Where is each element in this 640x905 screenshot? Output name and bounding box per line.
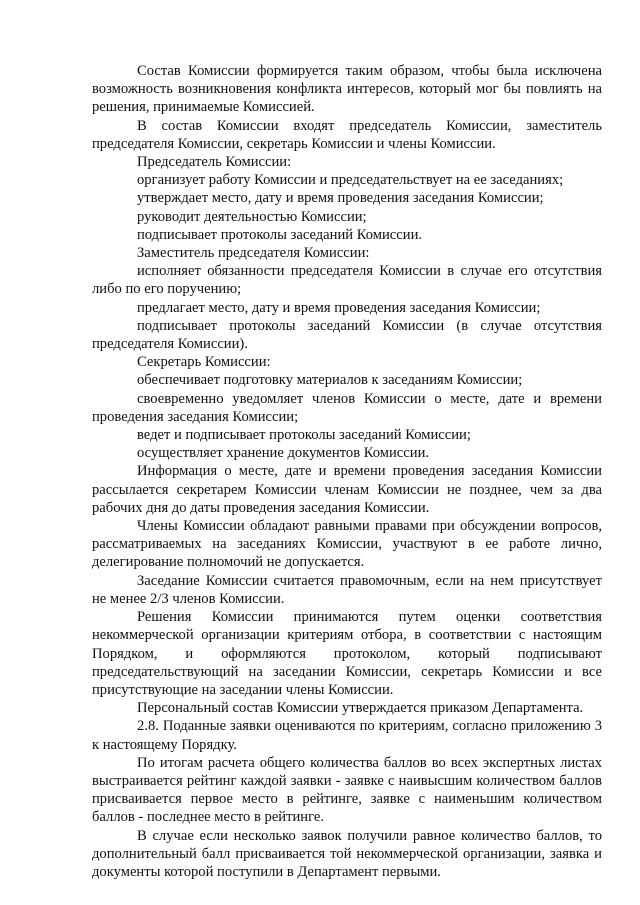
paragraph: организует работу Комиссии и председательствует на ее заседаниях; bbox=[137, 172, 564, 189]
paragraph: Решения Комиссии принимаются путем оценки соответствия некоммерческой организации критериям отбора, в соответствии с настоящим Порядком, и оформляются протоколом, который подписывают председательствующий на заседании Комиссии, секретарь Комиссии и все присутствующие на заседании члены Комиссии. bbox=[92, 609, 602, 698]
paragraph: предлагает место, дату и время проведения заседания Комиссии; bbox=[137, 299, 541, 316]
paragraph: обеспечивает подготовку материалов к заседаниям Комиссии; bbox=[137, 372, 523, 389]
paragraph: В случае если несколько заявок получили равное количество баллов, то дополнительный балл присваивается той некоммерческой организации, заявка и документы которой поступили в Департамент первыми. bbox=[92, 827, 602, 880]
paragraph: 2.8. Поданные заявки оцениваются по критериям, согласно приложению 3 к настоящему Порядку. bbox=[92, 718, 602, 753]
paragraph: Члены Комиссии обладают равными правами при обсуждении вопросов, рассматриваемых на заседаниях Комиссии, участвуют в ее работе лично, делегирование полномочий не допускается. bbox=[92, 518, 602, 571]
paragraph: осуществляет хранение документов Комиссии. bbox=[137, 445, 430, 462]
paragraph: утверждает место, дату и время проведения заседания Комиссии; bbox=[137, 190, 544, 207]
paragraph: ведет и подписывает протоколы заседаний Комиссии; bbox=[137, 427, 471, 444]
paragraph: исполняет обязанности председателя Комиссии в случае его отсутствия либо по его поручению; bbox=[92, 263, 602, 298]
paragraph: подписывает протоколы заседаний Комиссии. bbox=[137, 226, 423, 243]
paragraph: Персональный состав Комиссии утверждается приказом Департамента. bbox=[137, 700, 584, 717]
paragraph: Заседание Комиссии считается правомочным, если на нем присутствует не менее 2/3 членов Комиссии. bbox=[92, 572, 602, 607]
paragraph: руководит деятельностью Комиссии; bbox=[137, 208, 367, 225]
paragraph: По итогам расчета общего количества баллов во всех экспертных листах выстраивается рейтинг каждой заявки - заявке с наивысшим количеством баллов присваивается первое место в рейтинге, заявке с наименьшим количеством баллов - последнее место в рейтинге. bbox=[92, 754, 602, 826]
paragraph: Председатель Комиссии: bbox=[137, 154, 292, 171]
paragraph: В состав Комиссии входят председатель Комиссии, заместитель председателя Комиссии, секретарь Комиссии и члены Комиссии. bbox=[92, 117, 602, 152]
paragraph: подписывает протоколы заседаний Комиссии (в случае отсутствия председателя Комиссии). bbox=[92, 317, 602, 353]
paragraph: Заместитель председателя Комиссии: bbox=[137, 245, 370, 262]
paragraph: Информация о месте, дате и времени проведения заседания Комиссии рассылается секретарем Комиссии членам Комиссии не позднее, чем за два рабочих дня до даты проведения заседания Комиссии. bbox=[92, 463, 602, 516]
paragraph: своевременно уведомляет членов Комиссии о месте, дате и времени проведения заседания Комиссии; bbox=[92, 390, 602, 425]
document-body bbox=[92, 62, 602, 881]
paragraph: Секретарь Комиссии: bbox=[137, 354, 271, 371]
paragraph: Состав Комиссии формируется таким образом, чтобы была исключена возможность возникновения конфликта интересов, который мог бы повлиять на решения, принимаемые Комиссией. bbox=[92, 63, 602, 116]
